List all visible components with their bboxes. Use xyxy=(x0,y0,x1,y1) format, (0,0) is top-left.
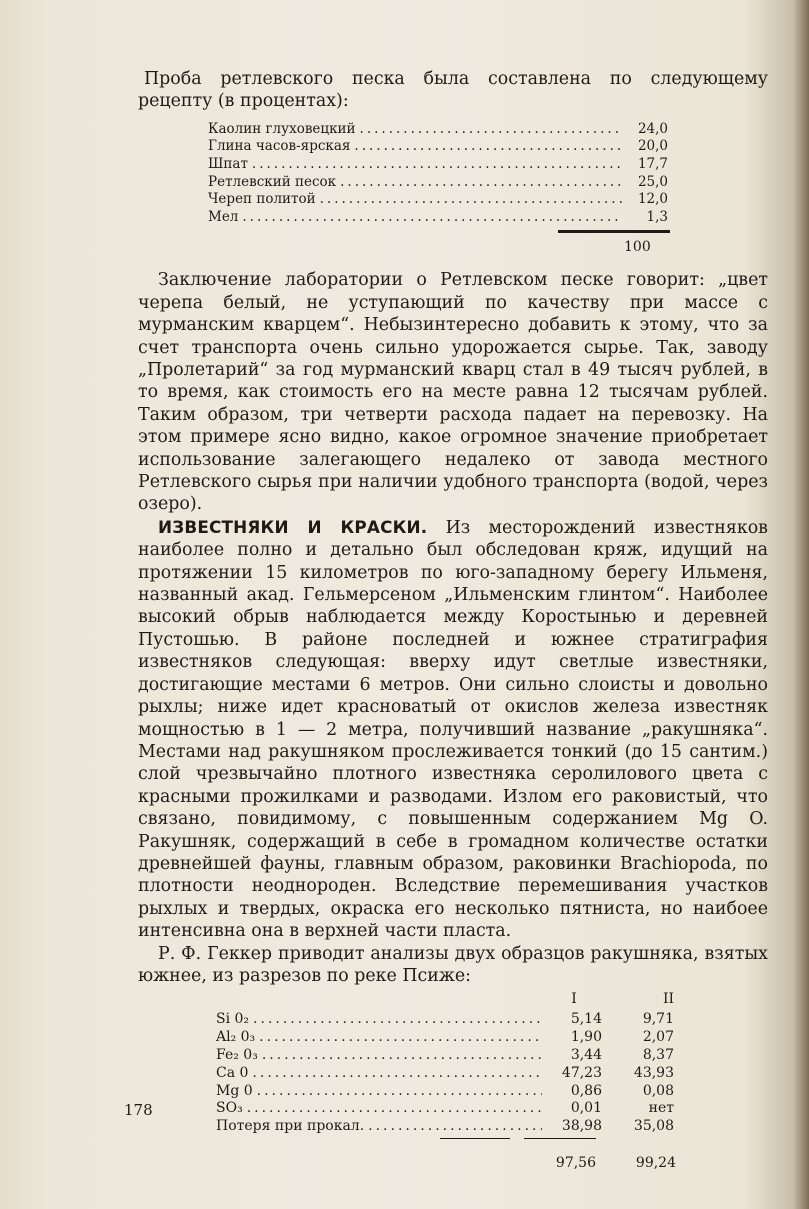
analysis-value-i: 5,14 xyxy=(570,1011,602,1028)
composition-name: Ретлевский песок xyxy=(208,173,337,190)
analysis-value-i: 3,44 xyxy=(570,1046,602,1063)
analysis-value-i: 0,86 xyxy=(570,1082,602,1099)
composition-value: 1,3 xyxy=(646,208,668,225)
composition-name: Каолин глуховецкий xyxy=(208,120,356,137)
analysis-value-ii: 35,08 xyxy=(633,1118,674,1135)
analysis-value-i: 1,90 xyxy=(570,1029,602,1046)
analysis-component: Fe₂ 0₃ xyxy=(216,1046,258,1063)
leader-dots xyxy=(262,1047,542,1063)
leader-dots xyxy=(242,209,622,225)
analysis-component: Si 0₂ xyxy=(216,1011,250,1028)
analysis-total-i: 97,56 xyxy=(555,1155,596,1172)
analysis-component: Ca 0 xyxy=(216,1064,249,1081)
analysis-value-ii: 8,37 xyxy=(642,1046,674,1063)
leader-dots xyxy=(257,1083,542,1099)
limestone-text: Из месторождений известняков наиболее полно и детально был обследован кряж, идущий на протяжении 15 километров по юго-западному берегу Ильменя, названный акад. Гельмерсеном „Ильменским глинтом“. Наиболее высокий обрыв наблюдается между Коростынью и деревней Пустошью. В районе последней и южнее стратиграфия известняков следующая: вверху идут светлые известняки, достигающие местами 6 метров. Они сильно слоисты и довольно рыхлы; ниже идет красноватый от окислов железа известняк мощностью в 1 — 2 метра, получивший название „ракушняка“. Местами над ракушняком прослеживается тонкий (до 15 сантим.) слой чрезвычайно плотного известняка серолилового цвета с красными прожилками и разводами. Излом его раковистый, что связано, повидимому, с повышенным содержанием Mg O. Ракушняк, содержащий в себе в громадном количестве остатки древнейшей фауны, главным образом, раковинки Brachiopoda, по плотности неоднороден. Вследствие перемешивания участков рыхлых и твердых, окраска его несколько пятниста, но наибоее интенсивна она в верхней части пласта. xyxy=(138,517,768,942)
composition-value: 25,0 xyxy=(637,173,668,190)
page-number: 178 xyxy=(124,1101,153,1119)
leader-dots xyxy=(340,174,622,190)
analysis-intro-paragraph: Р. Ф. Геккер приводит анализы двух образцов ракушняка, взятых южнее, из разрезов по реке Псиже: xyxy=(138,943,768,986)
composition-name: Мел xyxy=(208,208,239,225)
analysis-table xyxy=(216,991,674,1136)
analysis-value-ii: 43,93 xyxy=(633,1064,674,1081)
analysis-row xyxy=(216,1083,674,1101)
analysis-row xyxy=(216,1011,674,1029)
analysis-value-ii: 2,07 xyxy=(642,1029,674,1046)
analysis-row xyxy=(216,1100,674,1118)
leader-dots xyxy=(247,1100,542,1116)
analysis-row xyxy=(216,1118,674,1136)
composition-row xyxy=(208,174,668,192)
column-header-ii: II xyxy=(662,991,674,1008)
analysis-value-ii: 0,08 xyxy=(642,1082,674,1099)
analysis-value-i: 38,98 xyxy=(561,1118,602,1135)
composition-row xyxy=(208,138,668,156)
leader-dots xyxy=(320,191,622,207)
composition-value: 17,7 xyxy=(637,156,668,172)
analysis-value-ii: нет xyxy=(648,1100,674,1117)
composition-name: Шпат xyxy=(208,156,248,172)
analysis-value-ii: 9,71 xyxy=(642,1011,674,1028)
lab-conclusion-paragraph: Заключение лаборатории о Ретлевском песке говорит: „цвет черепа белый, не уступающий по качеству при массе с мурманским кварцем“. Небызинтересно добавить к этому, что за счет транспорта очень сильно удорожается сырье. Так, заводу „Пролетарий“ за год мурманский кварц стал в 49 тысяч рублей, в то время, как стоимость его на месте равна 12 тысячам рублей. Таким образом, три четверти расхода падает на перевозку. На этом примере ясно видно, какое огромное значение приобретает использование залегающего недалеко от завода местного Ретлевского сырья при наличии удобного транспорта (водой, через озеро). xyxy=(138,270,768,515)
analysis-total-rule xyxy=(440,1138,596,1140)
total-rule xyxy=(558,230,670,233)
composition-name: Череп политой xyxy=(208,191,316,208)
column-header-i: I xyxy=(571,991,577,1008)
composition-value: 24,0 xyxy=(637,120,668,137)
composition-row xyxy=(208,209,668,227)
composition-value: 12,0 xyxy=(637,191,668,208)
composition-row xyxy=(208,121,668,139)
leader-dots xyxy=(252,1065,542,1081)
analysis-header xyxy=(216,991,674,1011)
composition-row xyxy=(208,191,668,209)
leader-dots xyxy=(259,1029,542,1045)
leader-dots xyxy=(252,156,622,172)
analysis-row xyxy=(216,1029,674,1047)
section-heading: ИЗВЕСТНЯКИ И КРАСКИ. xyxy=(158,516,428,537)
analysis-component: Al₂ 0₃ xyxy=(216,1029,256,1046)
leader-dots xyxy=(360,121,622,137)
page-content xyxy=(138,68,768,1171)
intro-paragraph: Проба ретлевского песка была составлена по следующему рецепту (в процентах): xyxy=(138,69,768,112)
composition-total: 100 xyxy=(624,239,651,256)
analysis-totals xyxy=(516,1155,768,1171)
analysis-component: SO₃ xyxy=(216,1100,243,1117)
limestone-paragraph xyxy=(138,516,768,943)
analysis-component: Потеря при прокал. xyxy=(216,1118,365,1135)
composition-value: 20,0 xyxy=(637,138,668,155)
leader-dots xyxy=(368,1118,542,1134)
composition-name: Глина часов-ярская xyxy=(208,138,351,155)
leader-dots xyxy=(253,1011,542,1027)
analysis-row xyxy=(216,1047,674,1065)
analysis-component: Mg 0 xyxy=(216,1082,253,1099)
analysis-value-i: 0,01 xyxy=(570,1100,602,1117)
composition-row xyxy=(208,156,668,174)
leader-dots xyxy=(354,138,622,154)
analysis-row xyxy=(216,1065,674,1083)
analysis-value-i: 47,23 xyxy=(561,1064,602,1081)
composition-table xyxy=(208,121,668,227)
analysis-total-ii: 99,24 xyxy=(635,1155,676,1172)
